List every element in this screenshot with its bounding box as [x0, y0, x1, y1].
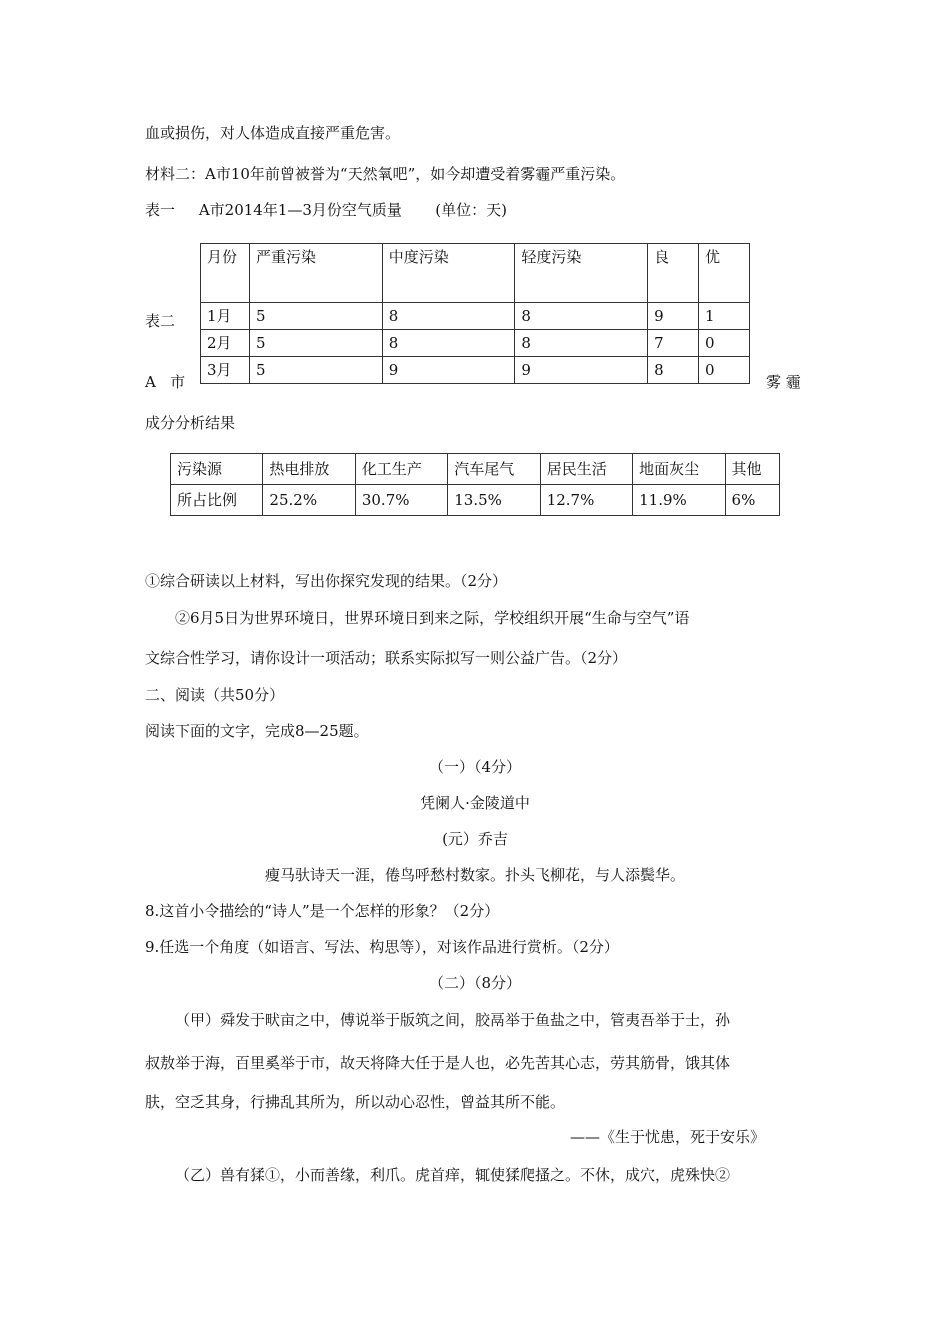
table-row: [171, 485, 780, 516]
table-header-row: [201, 244, 750, 303]
table-cell: 5: [250, 303, 383, 330]
table-cell: 13.5%: [448, 485, 540, 516]
table-cell: 9: [648, 303, 699, 330]
table-cell: 5: [250, 330, 383, 357]
question-9: 9.任选一个角度（如语言、写法、构思等），对该作品进行赏析。（2分）: [145, 938, 619, 956]
table-header-cell: 汽车尾气: [448, 454, 540, 485]
smog-label: 雾 霾: [766, 373, 801, 391]
table-cell: 8: [382, 330, 515, 357]
table2-label: 表二: [145, 312, 176, 330]
question-8: 8.这首小令描绘的“诗人”是一个怎样的形象？（2分）: [145, 902, 500, 920]
question-2-line1: ②6月5日为世界环境日，世界环境日到来之际，学校组织开展“生命与空气”语: [175, 609, 690, 627]
table-header-cell: 化工生产: [355, 454, 447, 485]
table-header-cell: 轻度污染: [515, 244, 648, 303]
section-heading: 二、阅读（共50分）: [145, 686, 285, 704]
table-cell: 0: [699, 330, 750, 357]
table-cell: 1月: [201, 303, 250, 330]
table-header-cell: 中度污染: [382, 244, 515, 303]
table-cell: 8: [515, 303, 648, 330]
city-label: A 市: [145, 373, 186, 391]
table-cell: 8: [515, 330, 648, 357]
table-cell: 25.2%: [263, 485, 355, 516]
table1-caption: 表一 A市2014年1—3月份空气质量 (单位：天): [145, 201, 508, 219]
table-cell: 30.7%: [355, 485, 447, 516]
table-cell: 9: [515, 357, 648, 384]
table-row: [201, 303, 750, 330]
table-cell: 12.7%: [540, 485, 632, 516]
passage-jia-line2: 叔敖举于海，百里奚举于市，故天将降大任于是人也，必先苦其心志，劳其筋骨，饿其体: [145, 1054, 731, 1072]
poem-body: 瘦马驮诗天一涯，倦鸟呼愁村数家。扑头飞柳花，与人添鬓华。: [264, 866, 685, 884]
table-cell: 0: [699, 357, 750, 384]
table-cell: 8: [648, 357, 699, 384]
table-row: [201, 330, 750, 357]
table-header-cell: 地面灰尘: [633, 454, 725, 485]
table-cell: 2月: [201, 330, 250, 357]
table-header-cell: 优: [699, 244, 750, 303]
text-line: 血或损伤，对人体造成直接严重危害。: [145, 124, 401, 142]
poem-title: 凭阑人·金陵道中: [420, 794, 530, 812]
table-cell: 8: [382, 303, 515, 330]
part-2-heading: （二）（8分）: [428, 974, 522, 992]
table-header-cell: 热电排放: [263, 454, 355, 485]
table-header-cell: 其他: [725, 454, 779, 485]
text-line: 材料二：A市10年前曾被誉为“天然氧吧”，如今却遭受着雾霾严重污染。: [145, 165, 626, 183]
smog-composition-table: [170, 453, 780, 516]
table-header-cell: 居民生活: [540, 454, 632, 485]
passage-jia-line3: 肤，空乏其身，行拂乱其所为，所以动心忍性，曾益其所不能。: [145, 1093, 566, 1111]
table-cell: 6%: [725, 485, 779, 516]
table-header-cell: 月份: [201, 244, 250, 303]
table-header-cell: 严重污染: [250, 244, 383, 303]
table-header-row: [171, 454, 780, 485]
passage-yi-line1: （乙）兽有猱①，小而善缘，利爪。虎首痒，辄使猱爬搔之。不休，成穴，虎殊快②: [175, 1166, 731, 1184]
question-2-line2: 文综合性学习，请你设计一项活动；联系实际拟写一则公益广告。（2分）: [145, 649, 628, 667]
air-quality-table: [200, 243, 750, 384]
reading-intro: 阅读下面的文字，完成8—25题。: [145, 722, 369, 740]
table-header-cell: 良: [648, 244, 699, 303]
table-row: [201, 357, 750, 384]
passage-jia-line1: （甲）舜发于畎亩之中，傅说举于版筑之间，胶鬲举于鱼盐之中，管夷吾举于士，孙: [175, 1011, 731, 1029]
question-1: ①综合研读以上材料，写出你探究发现的结果。（2分）: [145, 572, 508, 590]
table-cell: 9: [382, 357, 515, 384]
poem-author: (元）乔吉: [442, 830, 508, 848]
table2-caption: 成分分析结果: [145, 414, 236, 432]
table-cell: 7: [648, 330, 699, 357]
table-cell: 3月: [201, 357, 250, 384]
part-1-heading: （一）（4分）: [428, 758, 522, 776]
table-cell: 11.9%: [633, 485, 725, 516]
table-cell: 所占比例: [171, 485, 263, 516]
table-cell: 5: [250, 357, 383, 384]
table-header-cell: 污染源: [171, 454, 263, 485]
passage-jia-source: ——《生于忧患，死于安乐》: [570, 1128, 766, 1146]
table-cell: 1: [699, 303, 750, 330]
